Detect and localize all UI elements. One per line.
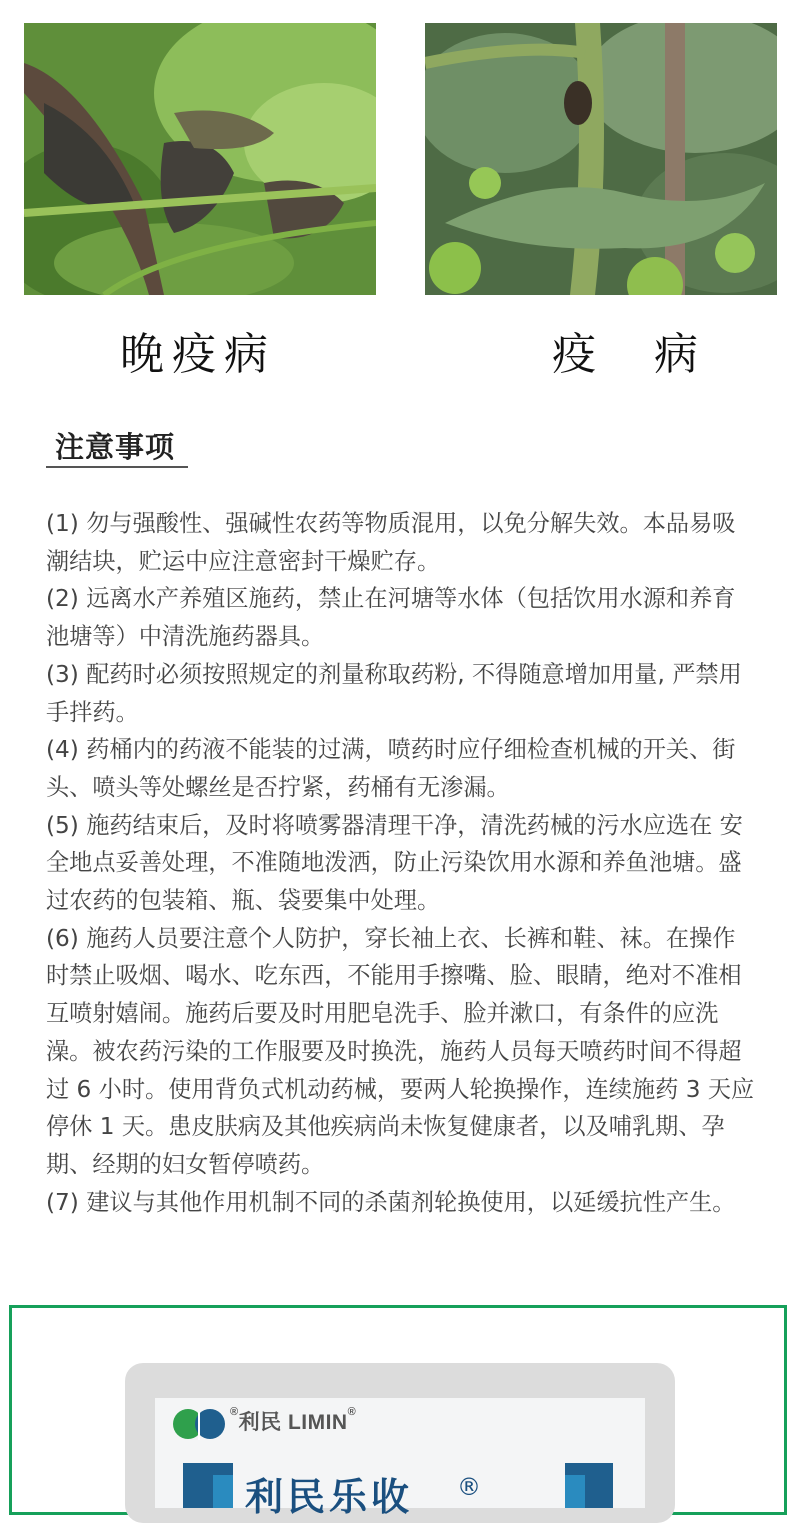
note-item: (2) 远离水产养殖区施药，禁止在河塘等水体（包括饮用水源和养育池塘等）中清洗施药器具。 (46, 585, 736, 651)
brand-logo-text (230, 1406, 356, 1436)
note-item: (5) 施药结束后，及时将喷雾器清理干净，清洗药械的污水应选在 安全地点妥善处理，不准随地泼洒，防止污染饮用水源和养鱼池塘。盛过农药的包装箱、瓶、袋要集中处理。 (46, 811, 743, 915)
package-bar-left-accent (213, 1475, 233, 1508)
blight-photo (425, 23, 777, 295)
product-brand-name: 利民乐收 (245, 1475, 414, 1519)
section-title: 注意事项 (55, 430, 176, 464)
precautions-list (46, 505, 758, 1221)
late-blight-photo (24, 23, 376, 295)
package-bar-right-accent (565, 1475, 585, 1508)
section-underline (46, 466, 188, 468)
late-blight-caption: 晚疫病 (120, 329, 276, 380)
registered-mark: ® (230, 1406, 239, 1418)
note-item: (7) 建议与其他作用机制不同的杀菌剂轮换使用，以延缓抗性产生。 (46, 1188, 736, 1216)
registered-mark: ® (347, 1406, 357, 1418)
note-item: (6) 施药人员要注意个人防护，穿长袖上衣、长裤和鞋、袜。在操作时禁止吸烟、喝水、吃东西，不能用手擦嘴、脸、眼睛，绝对不准相互喷射嬉闹。施药后要及时用肥皂洗手、脸并漱口，有条件的应洗澡。被农药污染的工作服要及时换洗，施药人员每天喷药时间不得超过 6 小时。使用背负式机动药械，要两人轮换操作，连续施药 3 天应停休 1 天。患皮肤病及其他疾病尚未恢复健康者，以及哺乳期、孕期、经期的妇女暂停喷药。 (46, 924, 755, 1178)
limin-logo-icon (171, 1406, 227, 1446)
note-item: (3) 配药时必须按照规定的剂量称取药粉, 不得随意增加用量, 严禁用手拌药。 (46, 660, 742, 726)
blight-caption: 疫 病 (552, 329, 720, 380)
note-item: (1) 勿与强酸性、强碱性农药等物质混用，以免分解失效。本品易吸潮结块，贮运中应注意密封干燥贮存。 (46, 510, 736, 575)
note-item: (4) 药桶内的药液不能装的过满，喷药时应仔细检查机械的开关、街头、喷头等处螺丝是否拧紧，药桶有无渗漏。 (46, 736, 736, 801)
brand-registered-mark: ® (457, 1473, 481, 1501)
logo-label: 利民 LIMIN (238, 1411, 348, 1434)
